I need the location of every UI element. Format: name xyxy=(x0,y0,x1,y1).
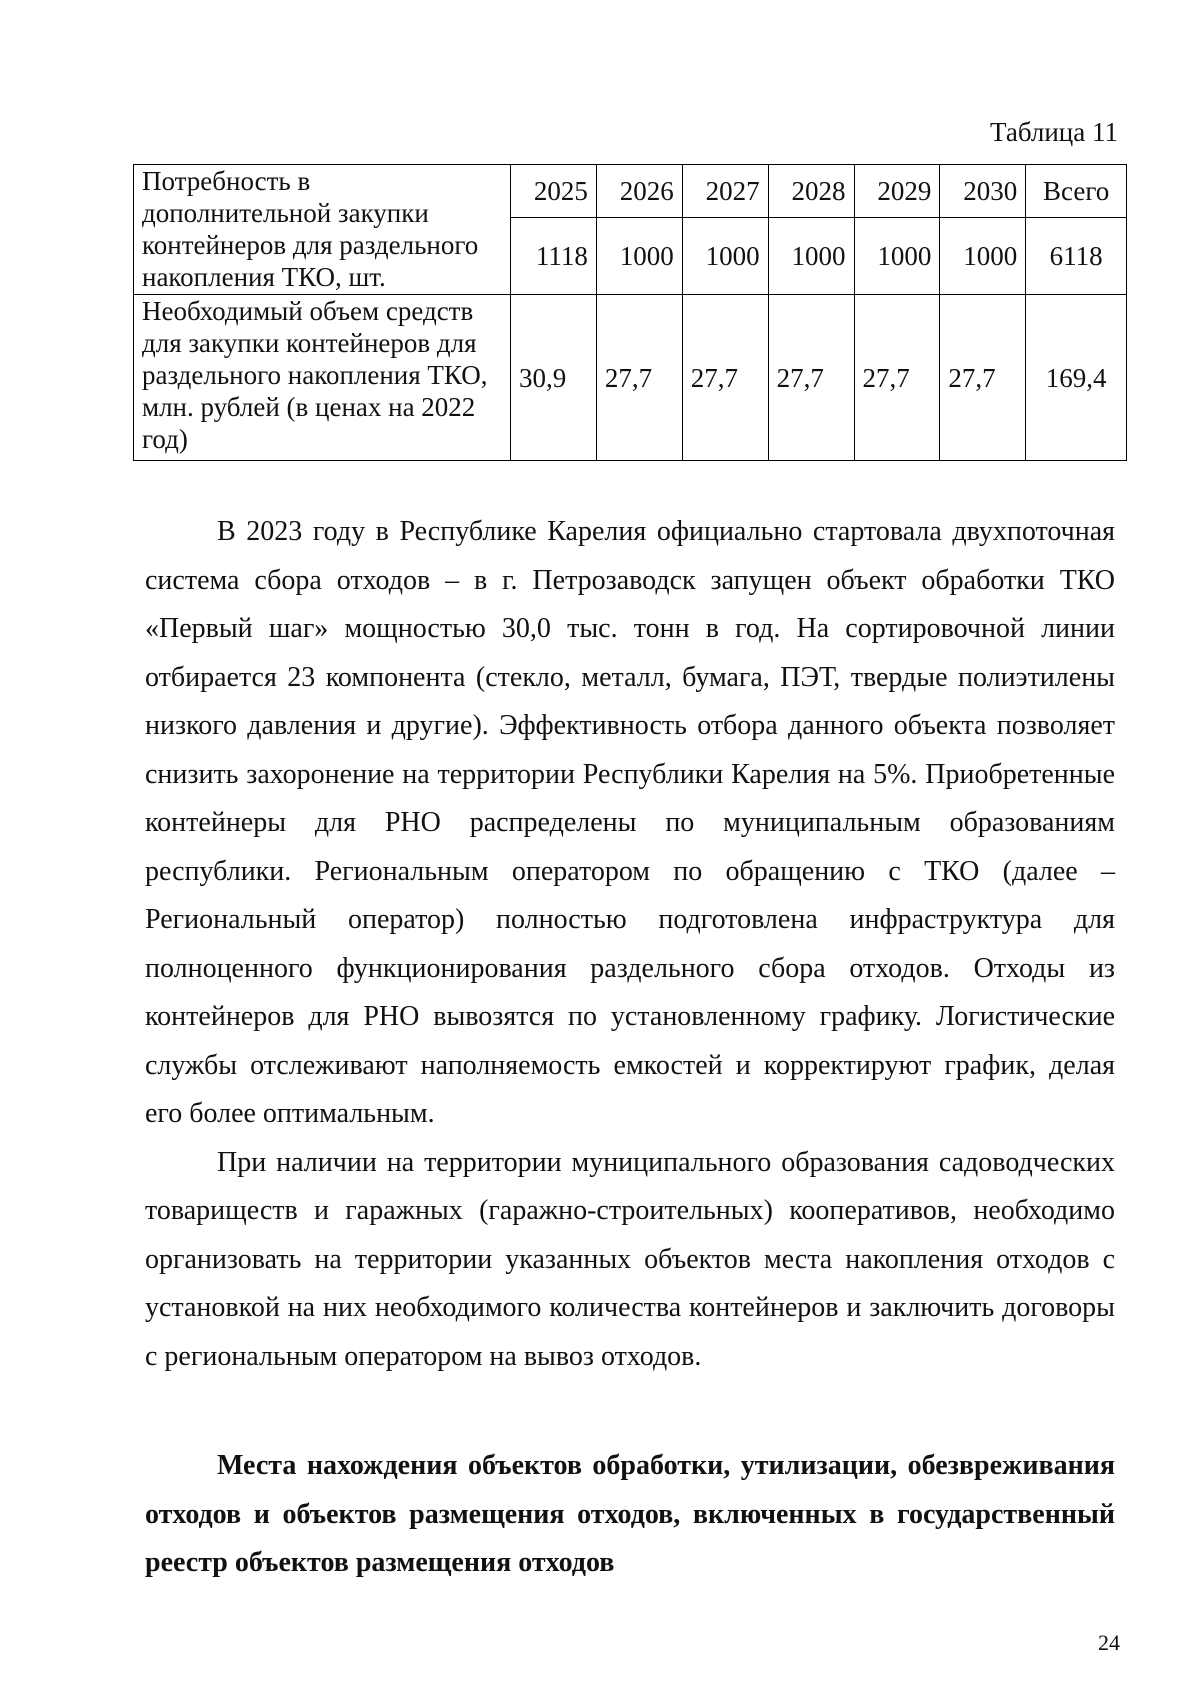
funds-2030: 27,7 xyxy=(940,295,1026,461)
year-header-2029: 2029 xyxy=(854,165,940,218)
containers-2026: 1000 xyxy=(596,218,682,295)
funds-2025: 30,9 xyxy=(511,295,597,461)
year-header-2028: 2028 xyxy=(768,165,854,218)
year-header-2030: 2030 xyxy=(940,165,1026,218)
total-header: Всего xyxy=(1026,165,1127,218)
section-heading: Места нахождения объектов обработки, утилизации, обезвреживания отходов и объектов размещения отходов, включенных в государственный реестр объектов размещения отходов xyxy=(145,1450,1115,1578)
containers-2027: 1000 xyxy=(682,218,768,295)
table-row xyxy=(134,295,1127,461)
containers-2030: 1000 xyxy=(940,218,1026,295)
funds-2029: 27,7 xyxy=(854,295,940,461)
body-text xyxy=(145,508,1115,1381)
row-label-containers: Потребность в дополнительной закупки контейнеров для раздельного накопления ТКО, шт. xyxy=(134,165,511,295)
funds-2026: 27,7 xyxy=(596,295,682,461)
funds-2027: 27,7 xyxy=(682,295,768,461)
year-header-2027: 2027 xyxy=(682,165,768,218)
containers-total: 6118 xyxy=(1026,218,1127,295)
row-label-funds: Необходимый объем средств для закупки контейнеров для раздельного накопления ТКО, млн. рублей (в ценах на 2022 год) xyxy=(134,295,511,461)
paragraph: При наличии на территории муниципального образования садоводческих товариществ и гаражных (гаражно-строительных) кооперативов, необходимо организовать на территории указанных объектов места накопления отходов с установкой на них необходимого количества контейнеров и заключить договоры с региональным оператором на вывоз отходов. xyxy=(145,1146,1115,1372)
containers-2029: 1000 xyxy=(854,218,940,295)
page-number: 24 xyxy=(1098,1630,1120,1655)
table-caption: Таблица 11 xyxy=(990,117,1118,147)
year-header-2025: 2025 xyxy=(511,165,597,218)
containers-2025: 1118 xyxy=(511,218,597,295)
containers-2028: 1000 xyxy=(768,218,854,295)
paragraph: В 2023 году в Республике Карелия официально стартовала двухпоточная система сбора отходов – в г. Петрозаводск запущен объект обработки ТКО «Первый шаг» мощностью 30,0 тыс. тонн в год. На сортировочной линии отбирается 23 компонента (стекло, металл, бумага, ПЭТ, твердые полиэтилены низкого давления и другие). Эффективность отбора данного объекта позволяет снизить захоронение на территории Республики Карелия на 5%. Приобретенные контейнеры для РНО распределены по муниципальным образованиям республики. Региональным оператором по обращению с ТКО (далее – Региональный оператор) полностью подготовлена инфраструктура для полноценного функционирования раздельного сбора отходов. Отходы из контейнеров для РНО вывозятся по установленному графику. Логистические службы отслеживают наполняемость емкостей и корректируют график, делая его более оптимальным. xyxy=(145,516,1115,1129)
year-header-2026: 2026 xyxy=(596,165,682,218)
containers-table xyxy=(133,164,1127,461)
table-row xyxy=(134,165,1127,218)
funds-total: 169,4 xyxy=(1026,295,1127,461)
funds-2028: 27,7 xyxy=(768,295,854,461)
